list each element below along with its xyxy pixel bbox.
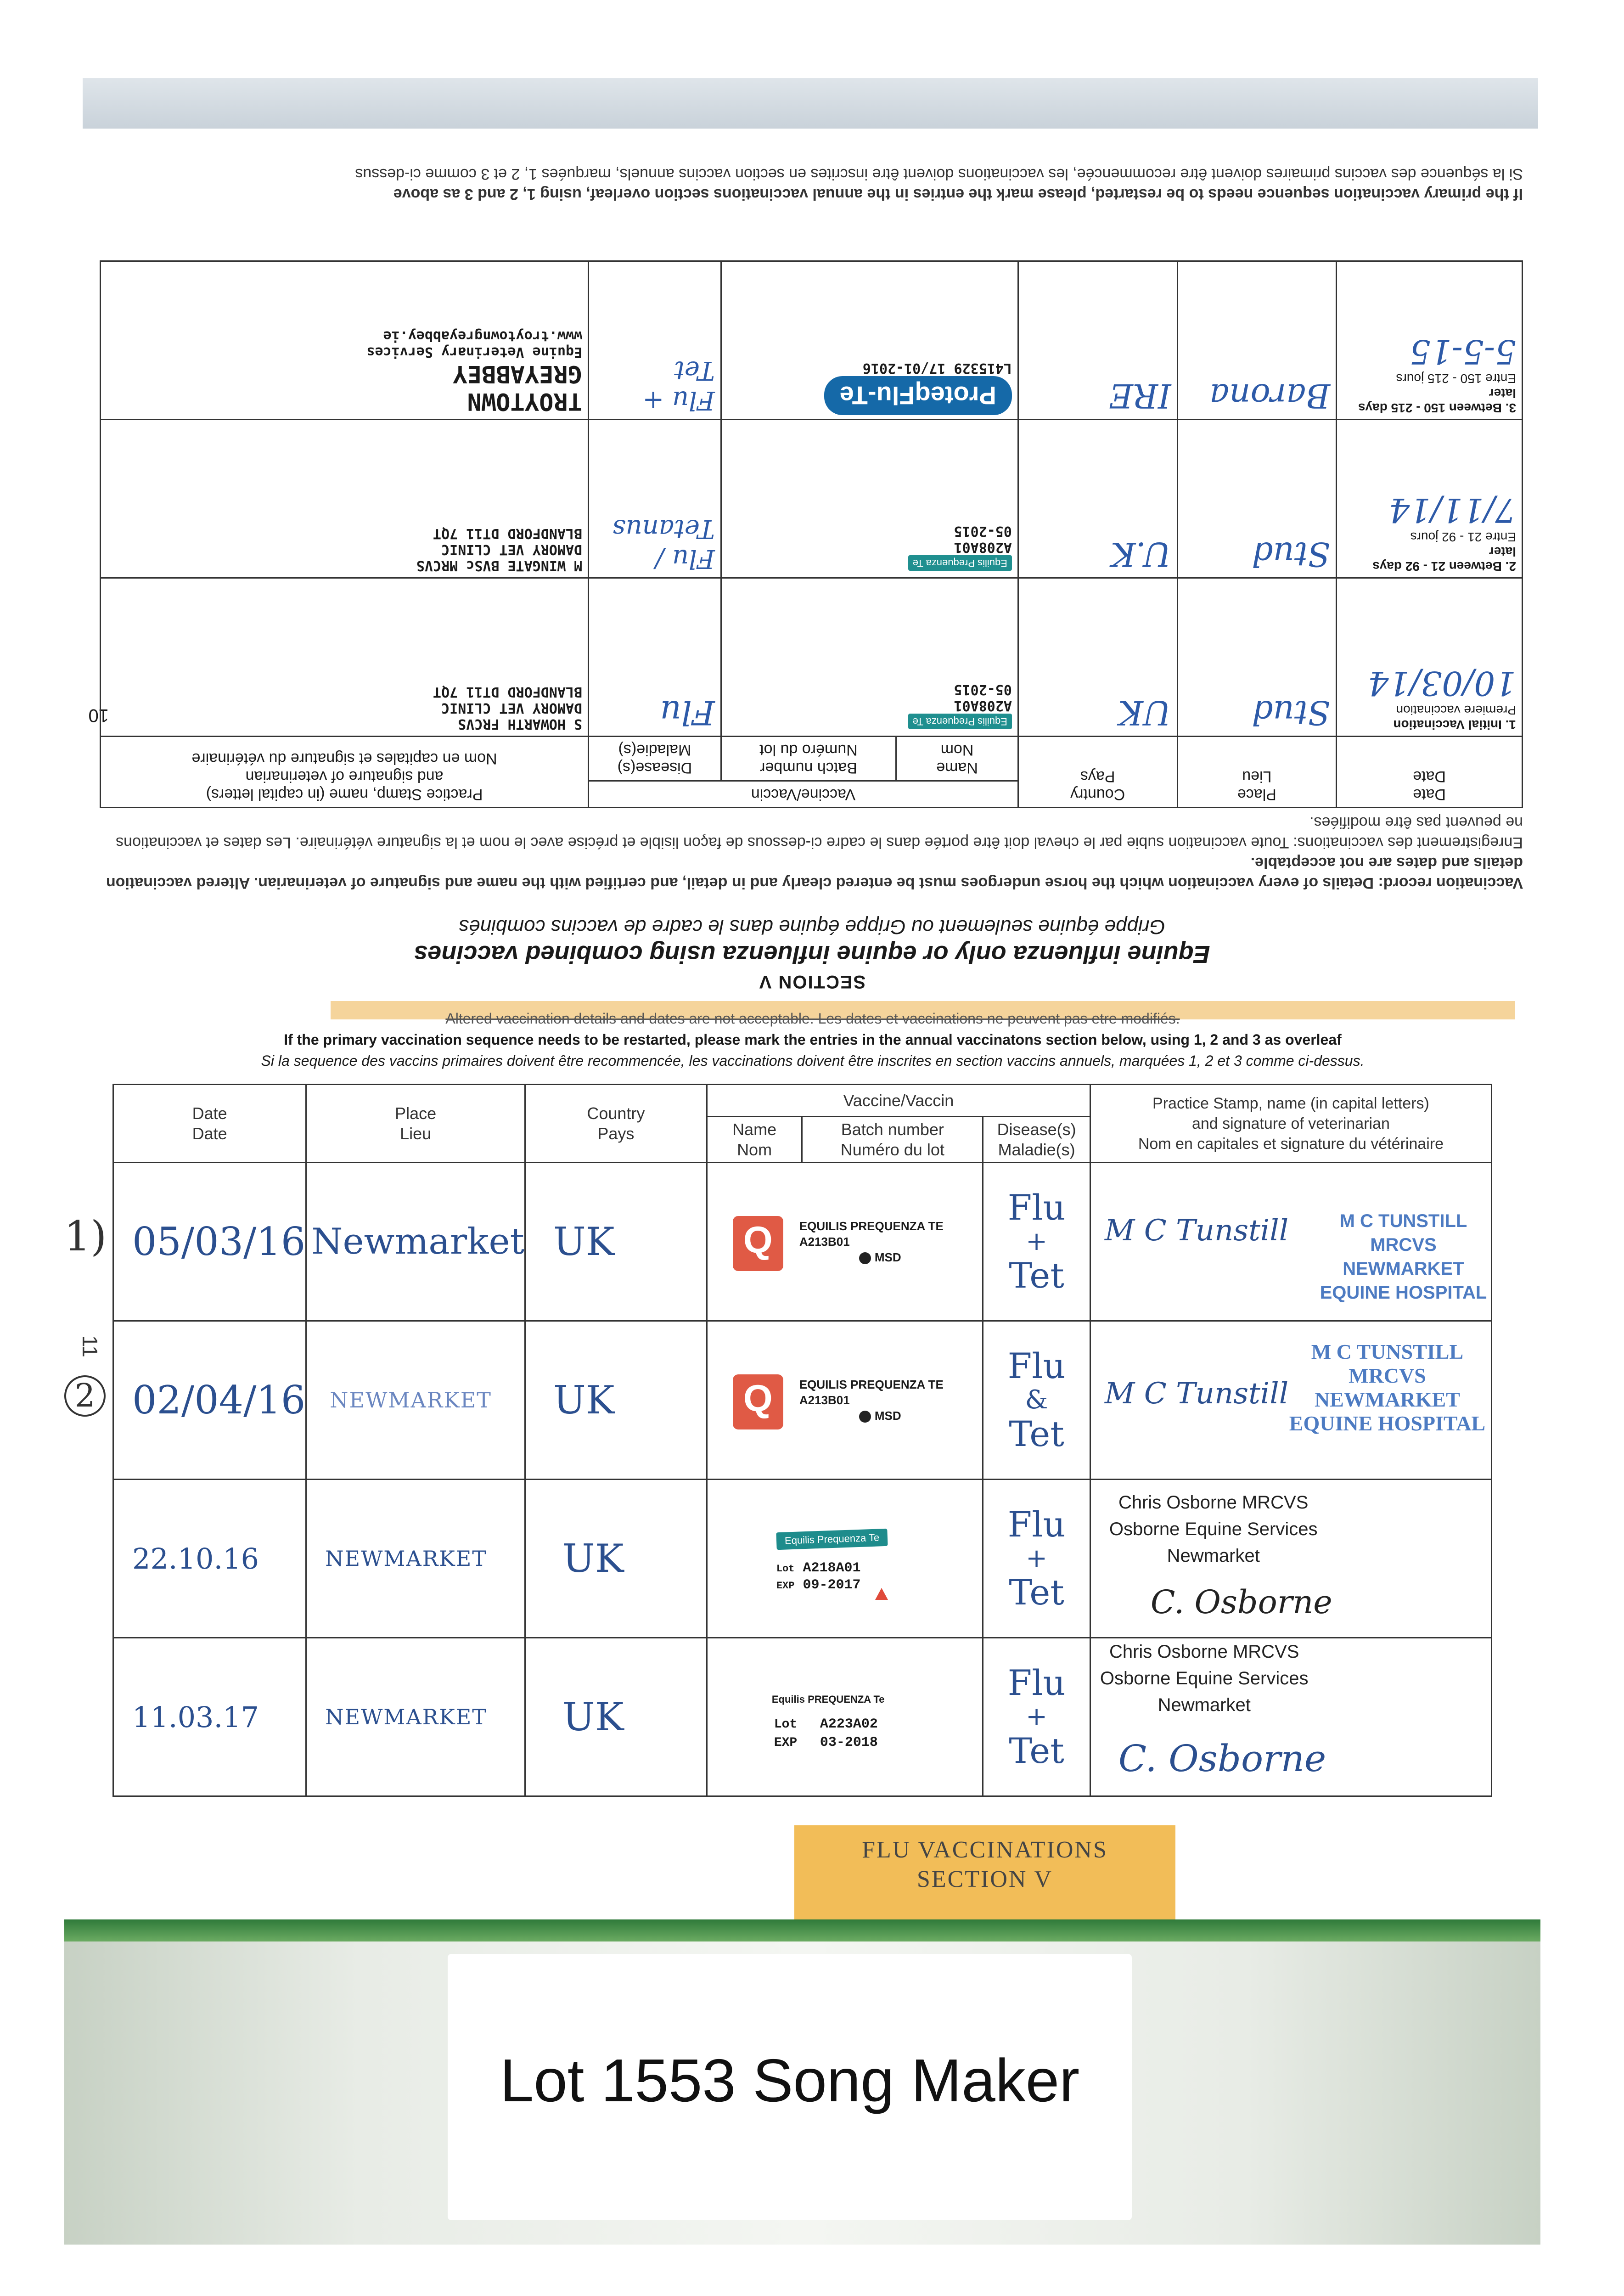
row-1-vaccine-sticker — [707, 1163, 983, 1321]
upper-restart-note: If the primary vaccination sequence needs to be restarted, please mark the entries in the annual vaccinations section overleaf, using 1, 2 and 3 as above Si la séquence des vaccins primaires doivent être recommencée, les vaccinations doivent être inscrites en section vaccins annuels, marquées 1, 2 et 3 comme ci-dessus — [355, 165, 1523, 203]
upper-row-2: 2. Between 21 - 92 days later Entre 21 - 92 jours 7/11/14 Stud U.K Equilis Prequenza Te A208A01 05-2015 Flu / Tetanus M WINGATE BVSc MRCVS DAMORY VET CLINIC BLANDFORD DT11 7QT — [101, 420, 1523, 578]
row-1-practice-stamp — [1090, 1163, 1491, 1321]
header-batch: Batch number Numéro du lot — [802, 1117, 983, 1163]
header-disease: Disease(s) Maladie(s) — [983, 1117, 1090, 1163]
row-4-vaccine-sticker: Equilis PREQUENZA Te Lot A223A02 EXP 03-2018 — [707, 1638, 983, 1796]
row-2-date: 02/04/16 — [113, 1321, 306, 1480]
equilis-logo-icon — [733, 1216, 783, 1271]
header-country: Country Pays — [525, 1085, 707, 1163]
row-3-lot: A218A01 — [803, 1560, 861, 1576]
row-1-place: Newmarket — [306, 1163, 525, 1321]
restart-note-en: If the primary vaccination sequence needs to be restarted, please mark the entries in the annual vaccinatons section below, using 1, 2 and 3 as overleaf — [284, 1031, 1342, 1048]
green-divider-bar — [64, 1919, 1540, 1941]
row-4-country: UK — [525, 1638, 707, 1796]
header-place: Place Lieu — [306, 1085, 525, 1163]
row-2-practice-stamp — [1090, 1321, 1491, 1480]
row-2-vaccine-name: EQUILIS PREQUENZA TE — [799, 1378, 944, 1391]
row-4-disease: Flu + Tet — [983, 1638, 1090, 1796]
header-name: Name Nom — [707, 1117, 802, 1163]
row-3-practice-stamp — [1090, 1480, 1491, 1638]
upper-page-rotated — [0, 0, 1624, 1010]
row-4-signature: C. Osborne — [1118, 1737, 1326, 1780]
row-4-place: NEWMARKET — [306, 1638, 525, 1796]
row-3-country: UK — [525, 1480, 707, 1638]
row-3-vaccine-sticker: Equilis Prequenza Te Lot A218A01 EXP 09-2017 — [707, 1480, 983, 1638]
flu-vaccination-table — [112, 1084, 1492, 1797]
row-3-stamp: Chris Osborne MRCVS Osborne Equine Services Newmarket — [1109, 1492, 1318, 1566]
altered-note: Altered vaccination details and dates are not acceptable. Les dates et vaccinations ne peuvent pas etre modifiés. — [445, 1010, 1180, 1027]
restart-note-fr: Si la sequence des vaccins primaires doivent être recommencée, les vaccinations doivent être inscrites en section vaccins annuels, marquées 1, 2 et 3 comme ci-dessus. — [261, 1052, 1365, 1069]
lower-notes — [55, 1008, 1570, 1071]
msd-logo-icon: MSD — [859, 1250, 901, 1265]
row-4-date: 11.03.17 — [113, 1638, 306, 1796]
table-header-row-1 — [113, 1085, 1492, 1117]
row-1-disease: Flu + Tet — [983, 1163, 1090, 1321]
lot-marker-triangle-icon — [875, 1588, 888, 1600]
upper-page-number: 10 — [88, 705, 109, 726]
lot-label-card — [448, 1954, 1132, 2220]
row-2-batch: A213B01 — [799, 1393, 850, 1407]
upper-vaccination-table: Date Date Place Lieu Country Pays Vaccine/Vaccin Practice Stamp, name (in capital letters) and signature of veterinarian Nom en capitales et signature du vétérinaire Name Nom Batch number Numéro du lot Disease(s) Maladie(s) 1. Initial Vaccination Premiere vaccination 10/03/14 Stud UK Equilis Prequenza Te A208A01 05-2015 Flu S HOWARTH FRCVS DAMORY VET CLINIC BLANDFORD DT11 7QT 2. Between 21 - 92 days later Entre 21 - 92 jours 7/11/14 Stud U.K Equilis Prequenza Te A208A01 05-2015 Flu / Tetanus M WINGATE BVSc MRCVS DAMORY VET CLINIC BLANDFORD DT11 7QT 3. Between 150 - 215 days later Entre 150 - 215 jours 5-5-15 Barona IRE ProteqFlu-Te L415329 17/01-2016 Flu + Tet TROYTOWN GREYABBEY Equine Veterinary Services www.troytowngreyabbey.ie — [100, 260, 1523, 808]
lower-page-number: 11 — [78, 1335, 102, 1357]
row-1-date: 05/03/16 — [113, 1163, 306, 1321]
upper-record-note: Vaccination record: Details of every vaccination which the horse undergoes must be entered clearly and in detail, and certified with the name and signature of veterinarian. Altered vaccination details and dates are not acceptable. Enregistrement des vaccinations: Toute vaccination subie par le cheval doit être portée dans le cadre ci-dessous de façon lisible et précise avec le nom et la signature vétérinaire. Les dates et vaccinations ne peuvent pas être modifiées. — [106, 814, 1523, 892]
header-vaccine: Vaccine/Vaccin — [707, 1085, 1090, 1117]
row-1-vaccine-name: EQUILIS PREQUENZA TE — [799, 1219, 944, 1233]
row-3-place: NEWMARKET — [306, 1480, 525, 1638]
row-1-stamp: M C TUNSTILL MRCVS NEWMARKET EQUINE HOSPITAL — [1320, 1211, 1487, 1303]
row-2-country: UK — [525, 1321, 707, 1480]
row-1-batch: A213B01 — [799, 1235, 850, 1249]
row-3-exp: 09-2017 — [803, 1577, 861, 1593]
row-2-stamp: M C TUNSTILL MRCVS NEWMARKET EQUINE HOSPITAL — [1289, 1340, 1486, 1435]
equilis-logo-icon — [733, 1374, 783, 1429]
row-3-date: 22.10.16 — [113, 1480, 306, 1638]
table-row — [113, 1321, 1492, 1480]
row-2-disease: Flu & Tet — [983, 1321, 1090, 1480]
upper-section-heading: SECTION V Equine influenza only or equine influenza using combined vaccines Grippe équine seulement ou Grippe équine dans le cadre de vaccins combinés — [414, 916, 1210, 992]
table-row — [113, 1638, 1492, 1796]
upper-row-1: 1. Initial Vaccination Premiere vaccination 10/03/14 Stud UK Equilis Prequenza Te A208A01 05-2015 Flu S HOWARTH FRCVS DAMORY VET CLINIC BLANDFORD DT11 7QT — [101, 578, 1523, 737]
row-1-country: UK — [525, 1163, 707, 1321]
row-3-vaccine-label: Equilis Prequenza Te — [776, 1529, 888, 1550]
row-2-marker: 2 — [64, 1375, 106, 1417]
row-1-marker: 1) — [64, 1212, 107, 1261]
row-3-disease: Flu + Tet — [983, 1480, 1090, 1638]
row-2-signature: M C Tunstill — [1104, 1377, 1289, 1411]
flu-vaccinations-tab: FLU VACCINATIONS SECTION V — [794, 1825, 1175, 1922]
row-1-signature: M C Tunstill — [1104, 1214, 1289, 1248]
row-4-exp: 03-2018 — [820, 1735, 878, 1750]
row-4-lot: A223A02 — [820, 1716, 878, 1732]
row-2-place: NEWMARKET — [306, 1321, 525, 1480]
msd-logo-icon: MSD — [859, 1409, 901, 1423]
lot-label: Lot 1553 Song Maker — [500, 2047, 1080, 2114]
row-4-vaccine-label: Equilis PREQUENZA Te — [771, 1694, 885, 1705]
row-4-practice-stamp — [1090, 1638, 1491, 1796]
row-4-stamp: Chris Osborne MRCVS Osborne Equine Services Newmarket — [1100, 1642, 1309, 1715]
upper-row-3: 3. Between 150 - 215 days later Entre 150 - 215 jours 5-5-15 Barona IRE ProteqFlu-Te L415329 17/01-2016 Flu + Tet TROYTOWN GREYABBEY Equine Veterinary Services www.troytowngreyabbey.ie — [101, 261, 1523, 420]
header-practice-stamp: Practice Stamp, name (in capital letters) and signature of veterinarian Nom en capitales et signature du vétérinaire — [1090, 1085, 1491, 1163]
header-date: Date Date — [113, 1085, 306, 1163]
table-row — [113, 1163, 1492, 1321]
row-2-vaccine-sticker — [707, 1321, 983, 1480]
table-row — [113, 1480, 1492, 1638]
row-3-signature: C. Osborne — [1150, 1583, 1332, 1621]
